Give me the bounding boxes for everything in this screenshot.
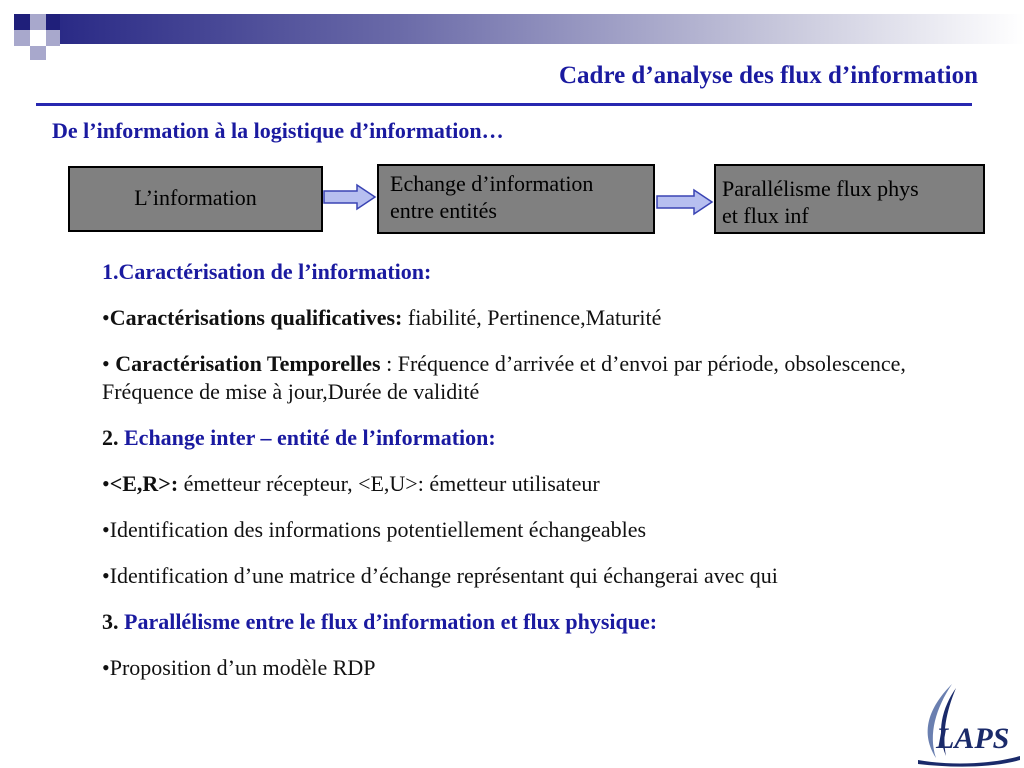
laps-logo	[912, 682, 1024, 768]
title-divider	[36, 103, 972, 106]
section-number: 3.	[102, 609, 119, 634]
item-text: fiabilité, Pertinence,Maturité	[402, 305, 662, 330]
flow-arrow-icon	[656, 188, 714, 216]
section-title: Echange inter – entité de l’information:	[118, 425, 496, 450]
header-gradient-band	[60, 14, 1024, 44]
flow-box-label: L’information	[134, 185, 257, 210]
flow-box-label: Parallélisme flux phys	[722, 176, 919, 201]
bullet: •	[102, 305, 110, 330]
header-square-light	[14, 30, 30, 46]
flow-box-label: et flux inf	[722, 203, 809, 228]
flow-box-exchange	[377, 164, 655, 234]
section-title: Parallélisme entre le flux d’information et flux physique:	[118, 609, 658, 634]
list-item: •Identification des informations potentiellement échangeables	[102, 517, 647, 542]
header-square-light	[30, 14, 46, 30]
section-1-heading: 1.Caractérisation de l’information:	[102, 259, 432, 284]
slide-subtitle: De l’information à la logistique d’information…	[52, 118, 504, 143]
slide-content	[102, 258, 1002, 700]
list-item	[102, 350, 982, 406]
header-square-light	[46, 30, 60, 46]
flow-arrow-icon	[323, 183, 377, 211]
flow-box-parallelism	[714, 164, 985, 234]
item-text: émetteur récepteur, <E,U>: émetteur utilisateur	[178, 471, 600, 496]
header-square-dark	[14, 14, 30, 30]
list-item: •Proposition d’un modèle RDP	[102, 655, 376, 680]
item-text: : Fréquence d’arrivée et d’envoi par période, obsolescence, Fréquence de mise à jour,Durée de validité	[102, 351, 906, 404]
flow-box-label: Echange d’information	[390, 171, 594, 196]
section-number: 2.	[102, 425, 119, 450]
header-square-white	[62, 0, 76, 14]
list-item: •Identification d’une matrice d’échange représentant qui échangerai avec qui	[102, 563, 778, 588]
section-3-heading	[102, 608, 1002, 636]
item-label: <E,R>:	[109, 471, 179, 496]
flow-box-label: entre entités	[390, 198, 497, 223]
flow-box-information	[68, 166, 323, 232]
bullet: •	[102, 471, 110, 496]
item-label: Caractérisations qualificatives:	[109, 305, 403, 330]
header-square-dark	[46, 14, 60, 30]
section-2-heading	[102, 424, 1002, 452]
list-item	[102, 304, 1002, 332]
bullet: •	[102, 351, 116, 376]
list-item	[102, 470, 1002, 498]
header-square-light	[30, 46, 46, 60]
logo-text: LAPS	[936, 722, 1010, 755]
slide-title: Cadre d’analyse des flux d’information	[558, 62, 978, 89]
item-label: Caractérisation Temporelles	[115, 351, 381, 376]
